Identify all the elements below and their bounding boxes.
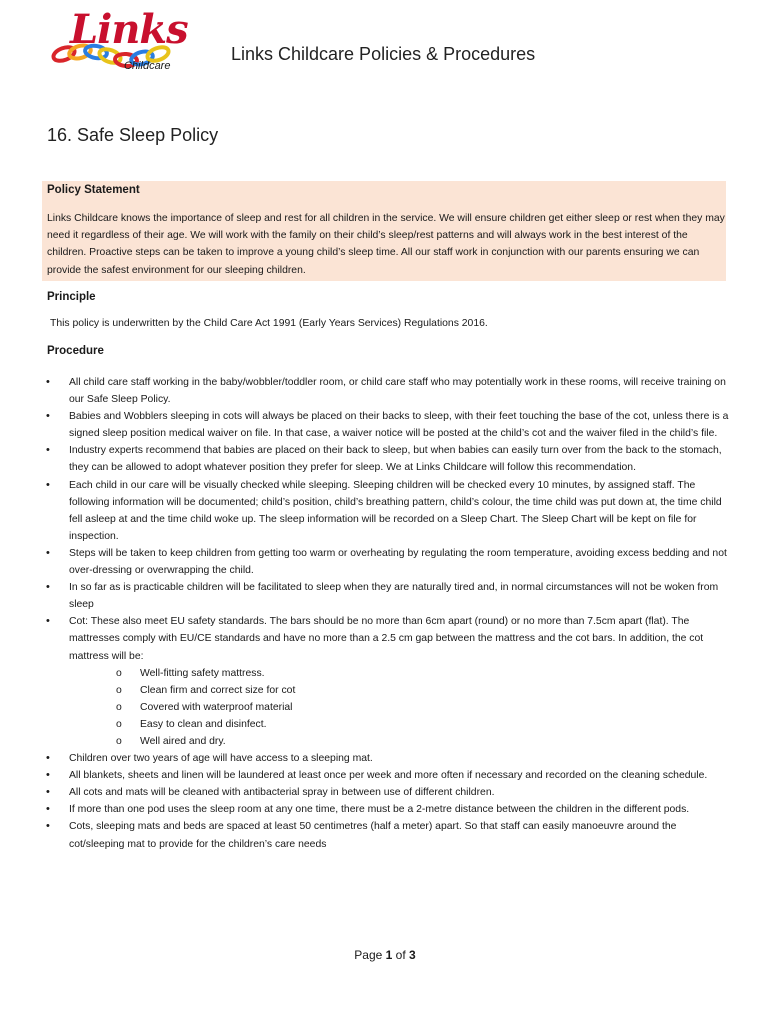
- list-item: • In so far as is practicable children will be facilitated to sleep when they are naturally tired and, in normal circumstances will not be woken from sleep: [46, 581, 719, 611]
- bullet-icon: •: [46, 752, 50, 765]
- policy-statement-heading: Policy Statement: [47, 184, 140, 196]
- procedure-list: [0, 374, 770, 853]
- sub-bullet-icon: o: [116, 701, 122, 713]
- footer-page-total: 3: [409, 948, 416, 962]
- list-item: • Cots, sleeping mats and beds are spaced at least 50 centimetres (half a meter) apart. So that staff can easily manoeuvre around the cot/sleeping mat to provide for the children’s care needs: [46, 820, 677, 850]
- sub-list-item: o Covered with waterproof material: [0, 699, 700, 716]
- footer-of-word: of: [395, 948, 406, 962]
- bullet-icon: •: [46, 410, 50, 423]
- list-item: • All blankets, sheets and linen will be laundered at least once per week and more often if necessary and recorded on the cleaning schedule.: [0, 767, 729, 784]
- list-item: • Industry experts recommend that babies are placed on their back to sleep, but when babies can easily turn over from the back to the stomach, they can be allowed to adopt whatever position they prefer for sleep. We at Links Childcare will follow this recommendation.: [46, 444, 722, 474]
- bullet-icon: •: [46, 615, 50, 628]
- list-item: • Children over two years of age will have access to a sleeping mat.: [0, 750, 729, 767]
- page-title: 16. Safe Sleep Policy: [47, 125, 219, 145]
- sub-list-item: o Clean firm and correct size for cot: [0, 682, 700, 699]
- list-item: • Babies and Wobblers sleeping in cots will always be placed on their backs to sleep, with their feet touching the base of the cot, unless there is a signed sleep position medical waiver on file. In that case, a waiver notice will be posted at the child’s cot and the waiver filed in the child’s file.: [46, 410, 729, 440]
- procedure-heading: Procedure: [47, 345, 104, 357]
- list-item: • Steps will be taken to keep children from getting too warm or overheating by regulating the room temperature, avoiding excess bedding and not over-dressing or overwrapping the child.: [46, 546, 727, 577]
- footer-page-word: Page: [354, 948, 383, 962]
- principle-heading: Principle: [47, 291, 96, 303]
- bullet-icon: •: [46, 820, 50, 833]
- sub-bullet-icon: o: [116, 718, 122, 730]
- bullet-icon: •: [46, 478, 50, 491]
- list-item: • Each child in our care will be visually checked while sleeping. Sleeping children will be checked every 10 minutes, by assigned staff. The following information will be documented; child’s position, child’s breathing pattern, child’s colour, the time child was put down at, the time child fell asleep at and the time child woke up. The sleep information will be recorded on a Sleep Chart. The Sleep Chart will be kept on file for inspection.: [46, 478, 722, 542]
- logo-wordmark: Links: [70, 6, 188, 53]
- sub-bullet-icon: o: [116, 735, 122, 747]
- bullet-icon: •: [46, 786, 50, 799]
- list-item: • All child care staff working in the baby/wobbler/toddler room, or child care staff who may potentially work in these rooms, will receive training on our Safe Sleep Policy.: [46, 376, 726, 406]
- cot-mattress-sublist: [0, 665, 729, 750]
- bullet-icon: •: [46, 444, 50, 457]
- list-item: • Cot: These also meet EU safety standards. The bars should be no more than 6cm apart (round) or no more than 7.5cm apart (flat). The mattresses comply with EU/CE standards and have no more than a 2.5 cm gap between the mattress and the cot bars. In addition, the cot mattress will be: o Well-fitting safety mattress. o Clean firm and correct size for cot o Covered with waterproof material o Easy to clean and disinfect. o Well aired and dry.: [0, 613, 729, 750]
- principle-text: This policy is underwritten by the Child Care Act 1991 (Early Years Services) Regulations 2016.: [50, 318, 488, 329]
- bullet-icon: •: [46, 581, 50, 594]
- logo-subtitle: Childcare: [124, 60, 171, 72]
- header-title: Links Childcare Policies & Procedures: [231, 44, 536, 64]
- policy-statement-box: [42, 181, 726, 281]
- sub-bullet-icon: o: [116, 667, 122, 679]
- bullet-icon: •: [46, 769, 50, 782]
- policy-statement-text: Links Childcare knows the importance of sleep and rest for all children in the service. We will ensure children get either sleep or rest when they may need it regardless of their age. We will work with the family on their child’s sleep/rest patterns and will always work in the best interest of the children. Proactive steps can be taken to improve a young child’s sleep time. All our staff work in conjunction with our parents ensuring we can provide the safest environment for our sleeping children.: [47, 213, 725, 276]
- bullet-icon: •: [46, 546, 50, 559]
- bullet-icon: •: [46, 376, 50, 388]
- sub-list-item: o Well aired and dry.: [0, 733, 700, 750]
- sub-list-item: o Well-fitting safety mattress.: [0, 665, 700, 682]
- list-item: • All cots and mats will be cleaned with antibacterial spray in between use of different children.: [0, 784, 729, 801]
- list-item: • If more than one pod uses the sleep room at any one time, there must be a 2-metre distance between the children in the different pods.: [0, 801, 729, 818]
- page-footer: [0, 948, 770, 962]
- sub-list-item: o Easy to clean and disinfect.: [0, 716, 700, 733]
- sub-bullet-icon: o: [116, 684, 122, 696]
- bullet-icon: •: [46, 803, 50, 816]
- footer-page-current: 1: [385, 948, 393, 962]
